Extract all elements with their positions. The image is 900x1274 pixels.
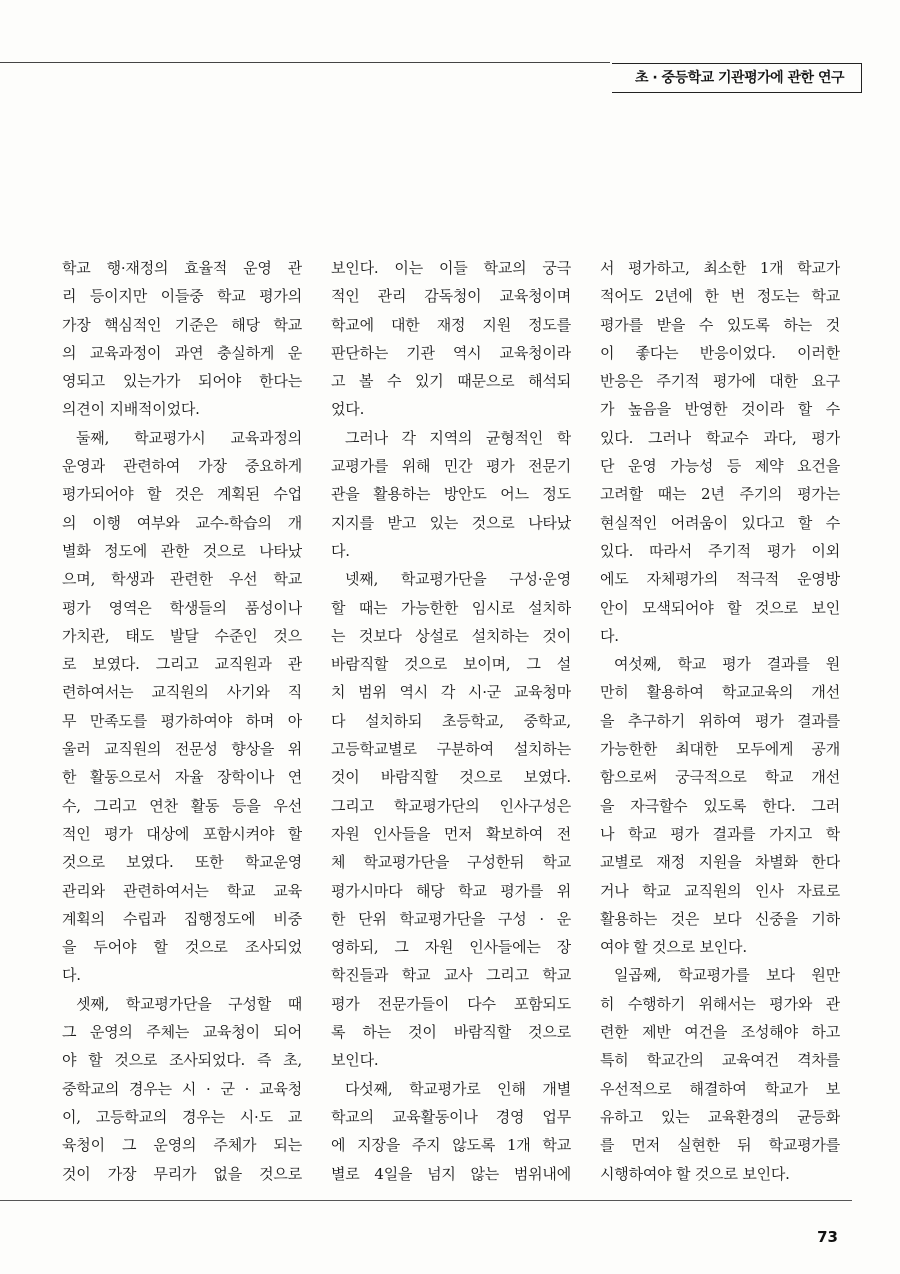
text-line: 다. (600, 626, 619, 645)
text-line: 영하되, 그 자원 인사들에는 장 (331, 938, 571, 957)
text-line: 적어도 2년에 한 번 정도는 학교 (600, 287, 840, 306)
text-line: 운영과 관련하여 가장 중요하게 (62, 457, 302, 476)
text-line: 가치관, 태도 발달 수준인 것으 (62, 626, 302, 645)
text-line: 서 평가하고, 최소한 1개 학교가 (600, 259, 840, 277)
text-line: 가 높음을 반영한 것이라 할 수 (600, 400, 840, 419)
text-line: 교별로 재정 지원을 차별화 한다 (600, 853, 840, 872)
text-line: 평가 전문가들이 다수 포함되도 (331, 994, 571, 1013)
text-line: 것이 가장 무리가 없을 것으로 (62, 1164, 302, 1183)
text-line: 평가되어야 할 것은 계획된 수업 (62, 485, 302, 504)
text-line: 있다. 따라서 주기적 평가 이외 (600, 541, 840, 560)
text-line: 이 좋다는 반응이었다. 이러한 (600, 343, 840, 362)
text-line: 평가시마다 해당 학교 평가를 위 (331, 881, 571, 900)
text-line: 그 운영의 주체는 교육청이 되어 (62, 1023, 302, 1042)
text-line: 계획의 수립과 집행정도에 비중 (62, 909, 302, 928)
text-line: 무 만족도를 평가하여야 하며 아 (62, 711, 302, 730)
text-line: 련한 제반 여건을 조성해야 하고 (600, 1023, 840, 1042)
text-line: 고등학교별로 구분하여 설치하는 (331, 740, 571, 759)
text-line: 관리와 관련하여서는 학교 교육 (62, 881, 302, 900)
text-line: 유하고 있는 교육환경의 균등화 (600, 1107, 840, 1126)
text-line: 다. (331, 541, 350, 560)
text-line: 학교 행·재정의 효율적 운영 관 (62, 259, 302, 277)
text-line: 를 먼저 실현한 뒤 학교평가를 (600, 1136, 840, 1155)
text-line: 여야 할 것으로 보인다. (600, 938, 747, 957)
text-line: 이, 고등학교의 경우는 시·도 교 (62, 1107, 302, 1126)
text-line: 리 등이지만 이들중 학교 평가의 (62, 287, 302, 306)
text-line: 평가를 받을 수 있도록 하는 것 (600, 315, 840, 334)
text-line: 적인 평가 대상에 포함시켜야 할 (62, 824, 302, 843)
text-line: 셋째, 학교평가단을 구성할 때 (76, 994, 302, 1013)
text-line: 으며, 학생과 관련한 우선 학교 (62, 570, 302, 589)
text-line: 지지를 받고 있는 것으로 나타났 (331, 513, 571, 532)
footer-rule (0, 1200, 852, 1201)
text-line: 현실적인 어려움이 있다고 할 수 (600, 513, 840, 532)
text-line: 고려할 때는 2년 주기의 평가는 (600, 485, 840, 504)
text-line: 영되고 있는가가 되어야 한다는 (62, 372, 302, 391)
text-line: 별화 정도에 관한 것으로 나타났 (62, 541, 302, 560)
text-line: 울러 교직원의 전문성 향상을 위 (62, 740, 302, 759)
text-line: 넷째, 학교평가단을 구성·운영 (345, 570, 571, 589)
text-line: 련하여서는 교직원의 사기와 직 (62, 683, 302, 702)
text-line: 육청이 그 운영의 주체가 되는 (62, 1136, 302, 1155)
text-line: 우선적으로 해결하여 학교가 보 (600, 1079, 840, 1098)
text-line: 의 교육과정이 과연 충실하게 운 (62, 343, 302, 362)
text-line: 그리고 학교평가단의 인사구성은 (331, 796, 571, 815)
text-line: 보인다. 이는 이들 학교의 궁극 (331, 259, 571, 277)
text-line: 중학교의 경우는 시 · 군 · 교육청 (62, 1079, 302, 1098)
text-line: 있다. 그러나 학교수 과다, 평가 (600, 428, 840, 447)
text-line: 한 단위 학교평가단을 구성 · 운 (331, 909, 571, 928)
text-line: 만히 활용하여 학교교육의 개선 (600, 683, 840, 702)
text-line: 함으로써 궁극적으로 학교 개선 (600, 768, 840, 787)
text-line: 관을 활용하는 방안도 어느 정도 (331, 485, 571, 504)
text-line: 가장 핵심적인 기준은 해당 학교 (62, 315, 302, 334)
text-column-2 (331, 254, 571, 1188)
text-line: 에 지장을 주지 않도록 1개 학교 (331, 1136, 571, 1155)
text-line: 을 두어야 할 것으로 조사되었 (62, 938, 302, 957)
text-line: 학진들과 학교 교사 그리고 학교 (331, 966, 571, 985)
text-line: 그러나 각 지역의 균형적인 학 (345, 428, 571, 447)
text-line: 야 할 것으로 조사되었다. 즉 초, (62, 1051, 302, 1070)
text-line: 에도 자체평가의 적극적 운영방 (600, 570, 840, 589)
text-line: 나 학교 평가 결과를 가지고 학 (600, 824, 840, 843)
text-line: 할 때는 가능한한 임시로 설치하 (331, 598, 571, 617)
text-line: 었다. (331, 400, 365, 419)
text-line: 는 것보다 상설로 설치하는 것이 (331, 626, 571, 645)
text-line: 학교에 대한 재정 지원 정도를 (331, 315, 571, 334)
text-line: 둘째, 학교평가시 교육과정의 (76, 428, 302, 447)
text-line: 바람직할 것으로 보이며, 그 설 (331, 655, 571, 674)
text-line: 의견이 지배적이었다. (62, 400, 200, 419)
text-line: 한 활동으로서 자율 장학이나 연 (62, 768, 302, 787)
page-number: 73 (817, 1228, 838, 1246)
text-line: 여섯째, 학교 평가 결과를 원 (614, 655, 840, 674)
text-line: 판단하는 기관 역시 교육청이라 (331, 343, 571, 362)
text-line: 것으로 보였다. 또한 학교운영 (62, 853, 302, 872)
text-line: 록 하는 것이 바람직할 것으로 (331, 1023, 571, 1042)
text-line: 자원 인사들을 먼저 확보하여 전 (331, 824, 571, 843)
text-line: 가능한한 최대한 모두에게 공개 (600, 740, 840, 759)
text-line: 치 범위 역시 각 시·군 교육청마 (331, 683, 571, 702)
text-line: 로 보였다. 그리고 교직원과 관 (62, 655, 302, 674)
text-line: 것이 바람직할 것으로 보였다. (331, 768, 571, 787)
text-line: 고 볼 수 있기 때문으로 해석되 (331, 372, 571, 391)
text-line: 다. (62, 966, 81, 985)
text-line: 별로 4일을 넘지 않는 범위내에 (331, 1164, 571, 1183)
text-line: 단 운영 가능성 등 제약 요건을 (600, 457, 840, 476)
text-line: 평가 영역은 학생들의 품성이나 (62, 598, 302, 617)
text-line: 다 설치하되 초등학교, 중학교, (331, 711, 571, 730)
text-line: 거나 학교 교직원의 인사 자료로 (600, 881, 840, 900)
running-title: 초 · 중등학교 기관평가에 관한 연구 (634, 70, 844, 86)
text-line: 의 이행 여부와 교수-학습의 개 (62, 513, 302, 532)
text-line: 을 추구하기 위하여 평가 결과를 (600, 711, 840, 730)
text-line: 교평가를 위해 민간 평가 전문기 (331, 457, 571, 476)
text-line: 적인 관리 감독청이 교육청이며 (331, 287, 571, 306)
text-line: 활용하는 것은 보다 신중을 기하 (600, 909, 840, 928)
text-line: 보인다. (331, 1051, 379, 1070)
text-line: 다섯째, 학교평가로 인해 개별 (345, 1079, 571, 1098)
text-line: 학교의 교육활동이나 경영 업무 (331, 1107, 571, 1126)
text-line: 시행하여야 할 것으로 보인다. (600, 1164, 790, 1183)
text-line: 수, 그리고 연찬 활동 등을 우선 (62, 796, 302, 815)
text-column-1 (62, 254, 302, 1188)
header-rule (0, 62, 610, 63)
text-column-3 (600, 254, 840, 1188)
text-line: 특히 학교간의 교육여건 격차를 (600, 1051, 840, 1070)
text-line: 을 자극할수 있도록 한다. 그러 (600, 796, 840, 815)
text-line: 안이 모색되어야 할 것으로 보인 (600, 598, 840, 617)
text-line: 일곱째, 학교평가를 보다 원만 (614, 966, 840, 985)
text-line: 히 수행하기 위해서는 평가와 관 (600, 994, 840, 1013)
text-line: 반응은 주기적 평가에 대한 요구 (600, 372, 840, 391)
text-line: 체 학교평가단을 구성한뒤 학교 (331, 853, 571, 872)
